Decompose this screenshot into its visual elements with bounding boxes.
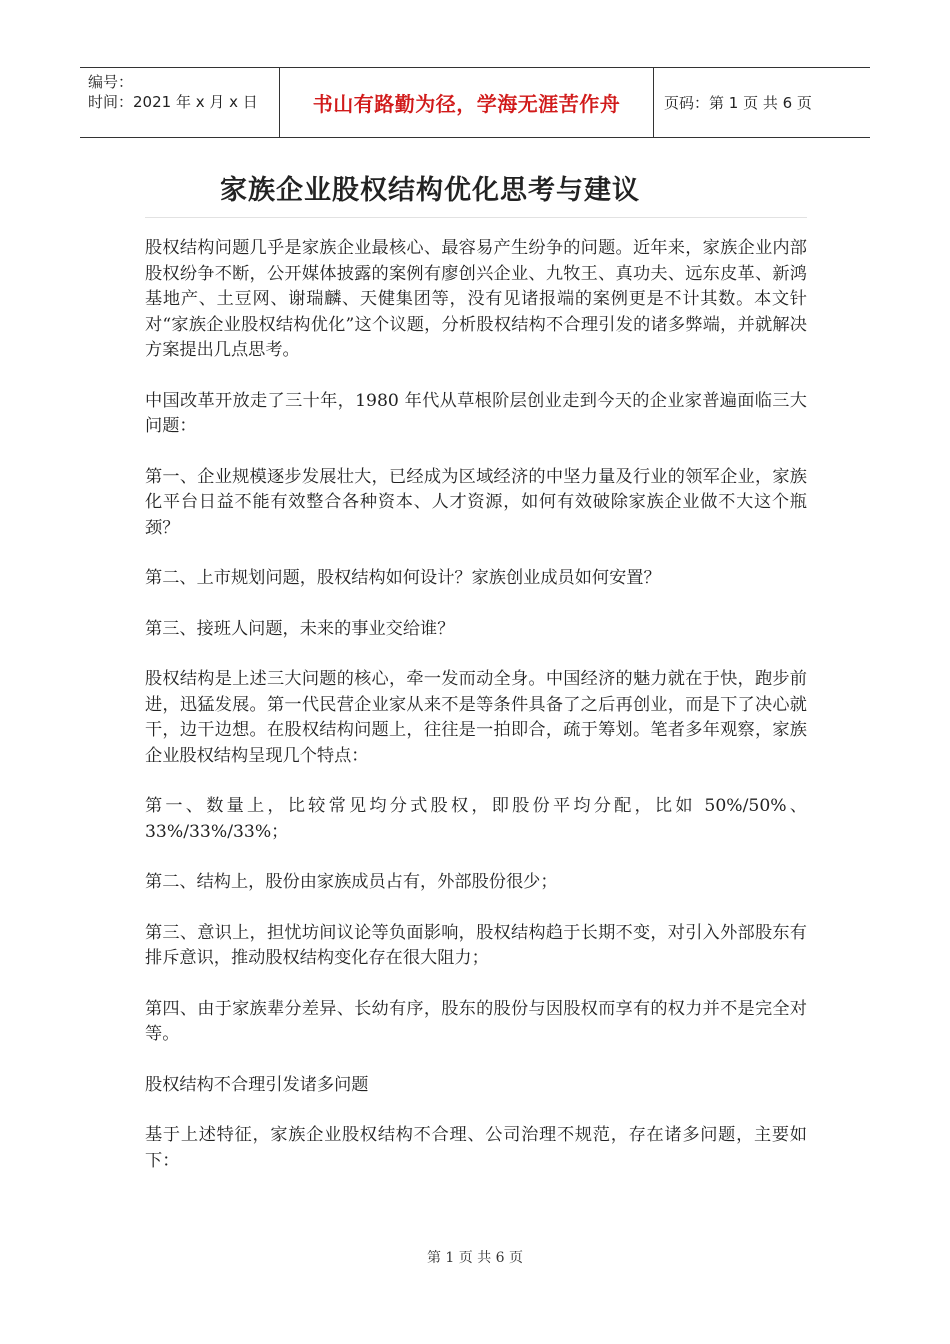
title-divider [145,217,807,218]
paragraph: 股权结构问题几乎是家族企业最核心、最容易产生纷争的问题。近年来，家族企业内部股权纷争不断，公开媒体披露的案例有廖创兴企业、九牧王、真功夫、远东皮革、新鸿基地产、土豆网、谢瑞麟、天健集团等，没有见诸报端的案例更是不计其数。本文针对“家族企业股权结构优化”这个议题，分析股权结构不合理引发的诸多弊端，并就解决方案提出几点思考。 [145,238,807,360]
paragraph: 第二、结构上，股份由家族成员占有，外部股份很少； [145,872,558,892]
paragraph: 第三、意识上，担忧坊间议论等负面影响，股权结构趋于长期不变，对引入外部股东有排斥意识，推动股权结构变化存在很大阻力； [145,922,807,968]
document-title: 家族企业股权结构优化思考与建议 [220,175,640,206]
paragraph: 第二、上市规划问题，股权结构如何设计？家族创业成员如何安置？ [145,568,661,588]
number-label: 编号： [88,73,134,91]
time-label: 时间：2021 年 x 月 x 日 [88,93,258,111]
paragraph: 股权结构是上述三大问题的核心，牵一发而动全身。中国经济的魅力就在于快，跑步前进，迅猛发展。第一代民营企业家从来不是等条件具备了之后再创业，而是下了决心就干，边干边想。在股权结构问题上，往往是一拍即合，疏于筹划。笔者多年观察，家族企业股权结构呈现几个特点： [145,669,807,766]
paragraph: 基于上述特征，家族企业股权结构不合理、公司治理不规范，存在诸多问题，主要如下： [145,1125,807,1171]
document-body [145,236,807,1199]
page-header [80,67,870,138]
paragraph: 第三、接班人问题，未来的事业交给谁？ [145,618,455,639]
paragraph: 第一、企业规模逐步发展壮大，已经成为区域经济的中坚力量及行业的领军企业，家族化平台日益不能有效整合各种资本、人才资源，如何有效破除家族企业做不大这个瓶颈？ [145,466,807,538]
page-code: 页码：第 1 页 共 6 页 [664,94,812,112]
paragraph: 中国改革开放走了三十年，1980 年代从草根阶层创业走到今天的企业家普遍面临三大问题： [145,390,807,436]
header-page-cell [654,68,870,137]
motto-text: 书山有路勤为径，学海无涯苦作舟 [312,92,621,116]
paragraph: 第四、由于家族辈分差异、长幼有序，股东的股份与因股权而享有的权力并不是完全对等。 [145,998,807,1044]
header-meta-cell [80,68,280,137]
page-footer: 第 1 页 共 6 页 [426,1250,524,1266]
paragraph: 第一、数量上，比较常见均分式股权，即股份平均分配，比如 50%/50%、33%/33%/33%； [145,796,807,842]
header-motto-cell [280,68,654,137]
section-heading: 股权结构不合理引发诸多问题 [145,1074,369,1095]
